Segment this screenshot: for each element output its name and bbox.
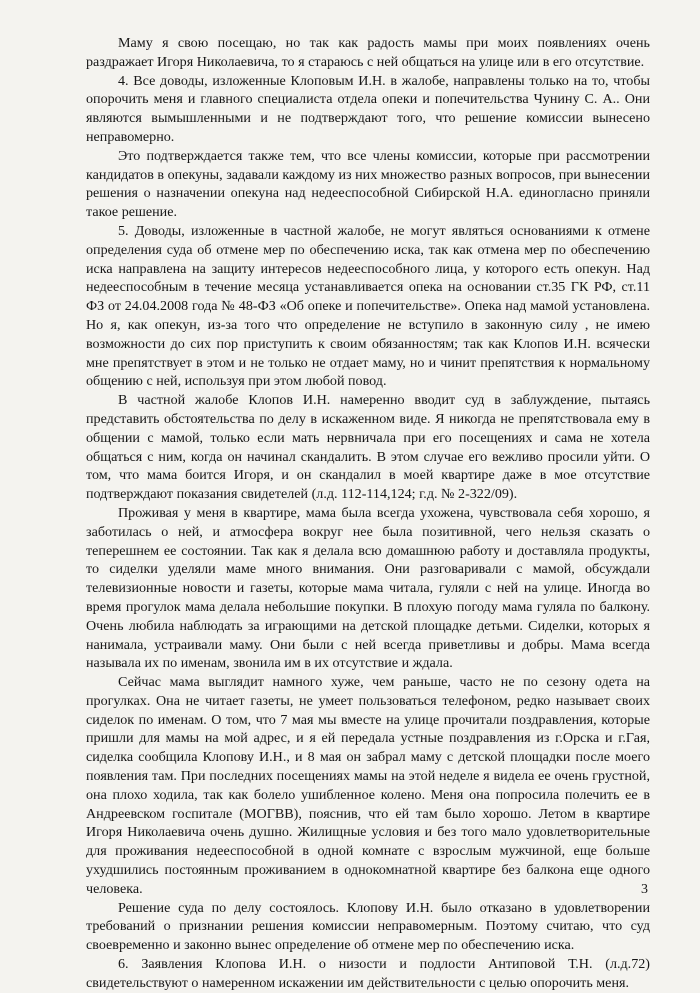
paragraph-9: 6. Заявления Клопова И.Н. о низости и подлости Антиповой Т.Н. (л.д.72) свидетельствуют о намеренном искажении им действительности с целью опорочить меня. xyxy=(86,956,650,991)
paragraph-6: Проживая у меня в квартире, мама была всегда ухожена, чувствовала себя хорошо, я заботилась о ней, и атмосфера вокруг нее была позитивной, чего нельзя сказать о теперешнем ее состоянии. Так как я делала всю домашнюю работу и доставляла продукты, то сиделки уделяли маме много внимания. Они разговаривали с мамой, обсуждали телевизионные новости и газеты, которые мама читала, гуляли с ней на улице. Иногда во время прогулок мама делала небольшие покупки. В плохую погоду мама гуляла по балкону. Очень любила наблюдать за играющими на детской площадке детьми. Сиделки, которых я нанимала, устраивали маму. Они были с ней всегда приветливы и добры. Мама всегда называла их по именам, звонила им в их отсутствие и ждала. xyxy=(86,504,650,672)
page-number: 3 xyxy=(641,882,648,897)
paragraph-1: Маму я свою посещаю, но так как радость мамы при моих появлениях очень раздражает Игоря Николаевича, то я стараюсь с ней общаться на улице или в его отсутствие. xyxy=(86,35,650,70)
paragraph-2: 4. Все доводы, изложенные Клоповым И.Н. в жалобе, направлены только на то, чтобы опорочить меня и главного специалиста отдела опеки и попечительства Чунину С. А.. Они являются вымышленными и не подтверждают того, что решение комиссии вынесено неправомерно. xyxy=(86,72,650,145)
paragraph-7: Сейчас мама выглядит намного хуже, чем раньше, часто не по сезону одета на прогулках. Она не читает газеты, не умеет пользоваться телефоном, редко называет своих сиделок по именам. О том, что 7 мая мы вместе на улице прочитали поздравления, которые пришли для мамы на мой адрес, и я ей передала устные поздравления из г.Орска и г.Гая, сиделка сообщила Клопову И.Н., и 8 мая он забрал маму с детской площадки после моего появления там. При последних посещениях мамы на этой неделе я видела ее очень грустной, она плохо ходила, так как болело ушибленное колено. Меня она попросила полечить ее в Андреевском госпитале (МОГВВ), пояснив, что ей там было хорошо. Летом в квартире Игоря Николаевича очень душно. Жилищные условия и без того мало удовлетворительные для проживания недееспособной в одной комнате с взрослым мужчиной, еще больше ухудшились постоянным проживанием в однокомнатной квартире без балкона еще одного человека. xyxy=(86,674,650,897)
paragraph-8: Решение суда по делу состоялось. Клопову И.Н. было отказано в удовлетворении требований о признании решения комиссии неправомерным. Поэтому считаю, что суд своевременно и законно вынес определение об отмене мер по обеспечению иска. xyxy=(86,899,650,954)
paragraph-3: Это подтверждается также тем, что все члены комиссии, которые при рассмотрении кандидатов в опекуны, задавали каждому из них множество разных вопросов, при вынесении решения о назначении опекуна над недееспособной Сибирской Н.А. единогласно приняли такое решение. xyxy=(86,147,650,221)
paragraph-5: В частной жалобе Клопов И.Н. намеренно вводит суд в заблуждение, пытаясь представить обстоятельства по делу в искаженном виде. Я никогда не препятствовала ему в общении с мамой, только если мать нервничала при его посещениях и сама не хотела общаться с ним, когда он начинал скандалить. В этом случае его вежливо просили уйти. О том, что мама боится Игоря, и он скандалил в моей квартире даже в мое отсутствие подтверждают показания свидетелей (л.д. 112-114,124; г.д. № 2-322/09). xyxy=(86,392,650,503)
paragraph-4: 5. Доводы, изложенные в частной жалобе, не могут являться основаниями к отмене определения суда об отмене мер по обеспечению иска, так как отмена мер по обеспечению иска направлена на защиту интересов недееспособного лица, у которого есть опекун. Над недееспособным в течение месяца устанавливается опека на основании ст.35 ГК РФ, ст.11 ФЗ от 24.04.2008 года № 48-ФЗ «Об опеке и попечительстве». Опека над мамой установлена. Но я, как опекун, из-за того что определение не вступило в законную силу , не имею возможности до сих пор приступить к своим обязанностям; так как Клопов И.Н. всячески мне препятствует в этом и не только не отдает маму, но и чинит препятствия к нормальному общению с ней, используя при этом любой повод. xyxy=(86,222,650,390)
